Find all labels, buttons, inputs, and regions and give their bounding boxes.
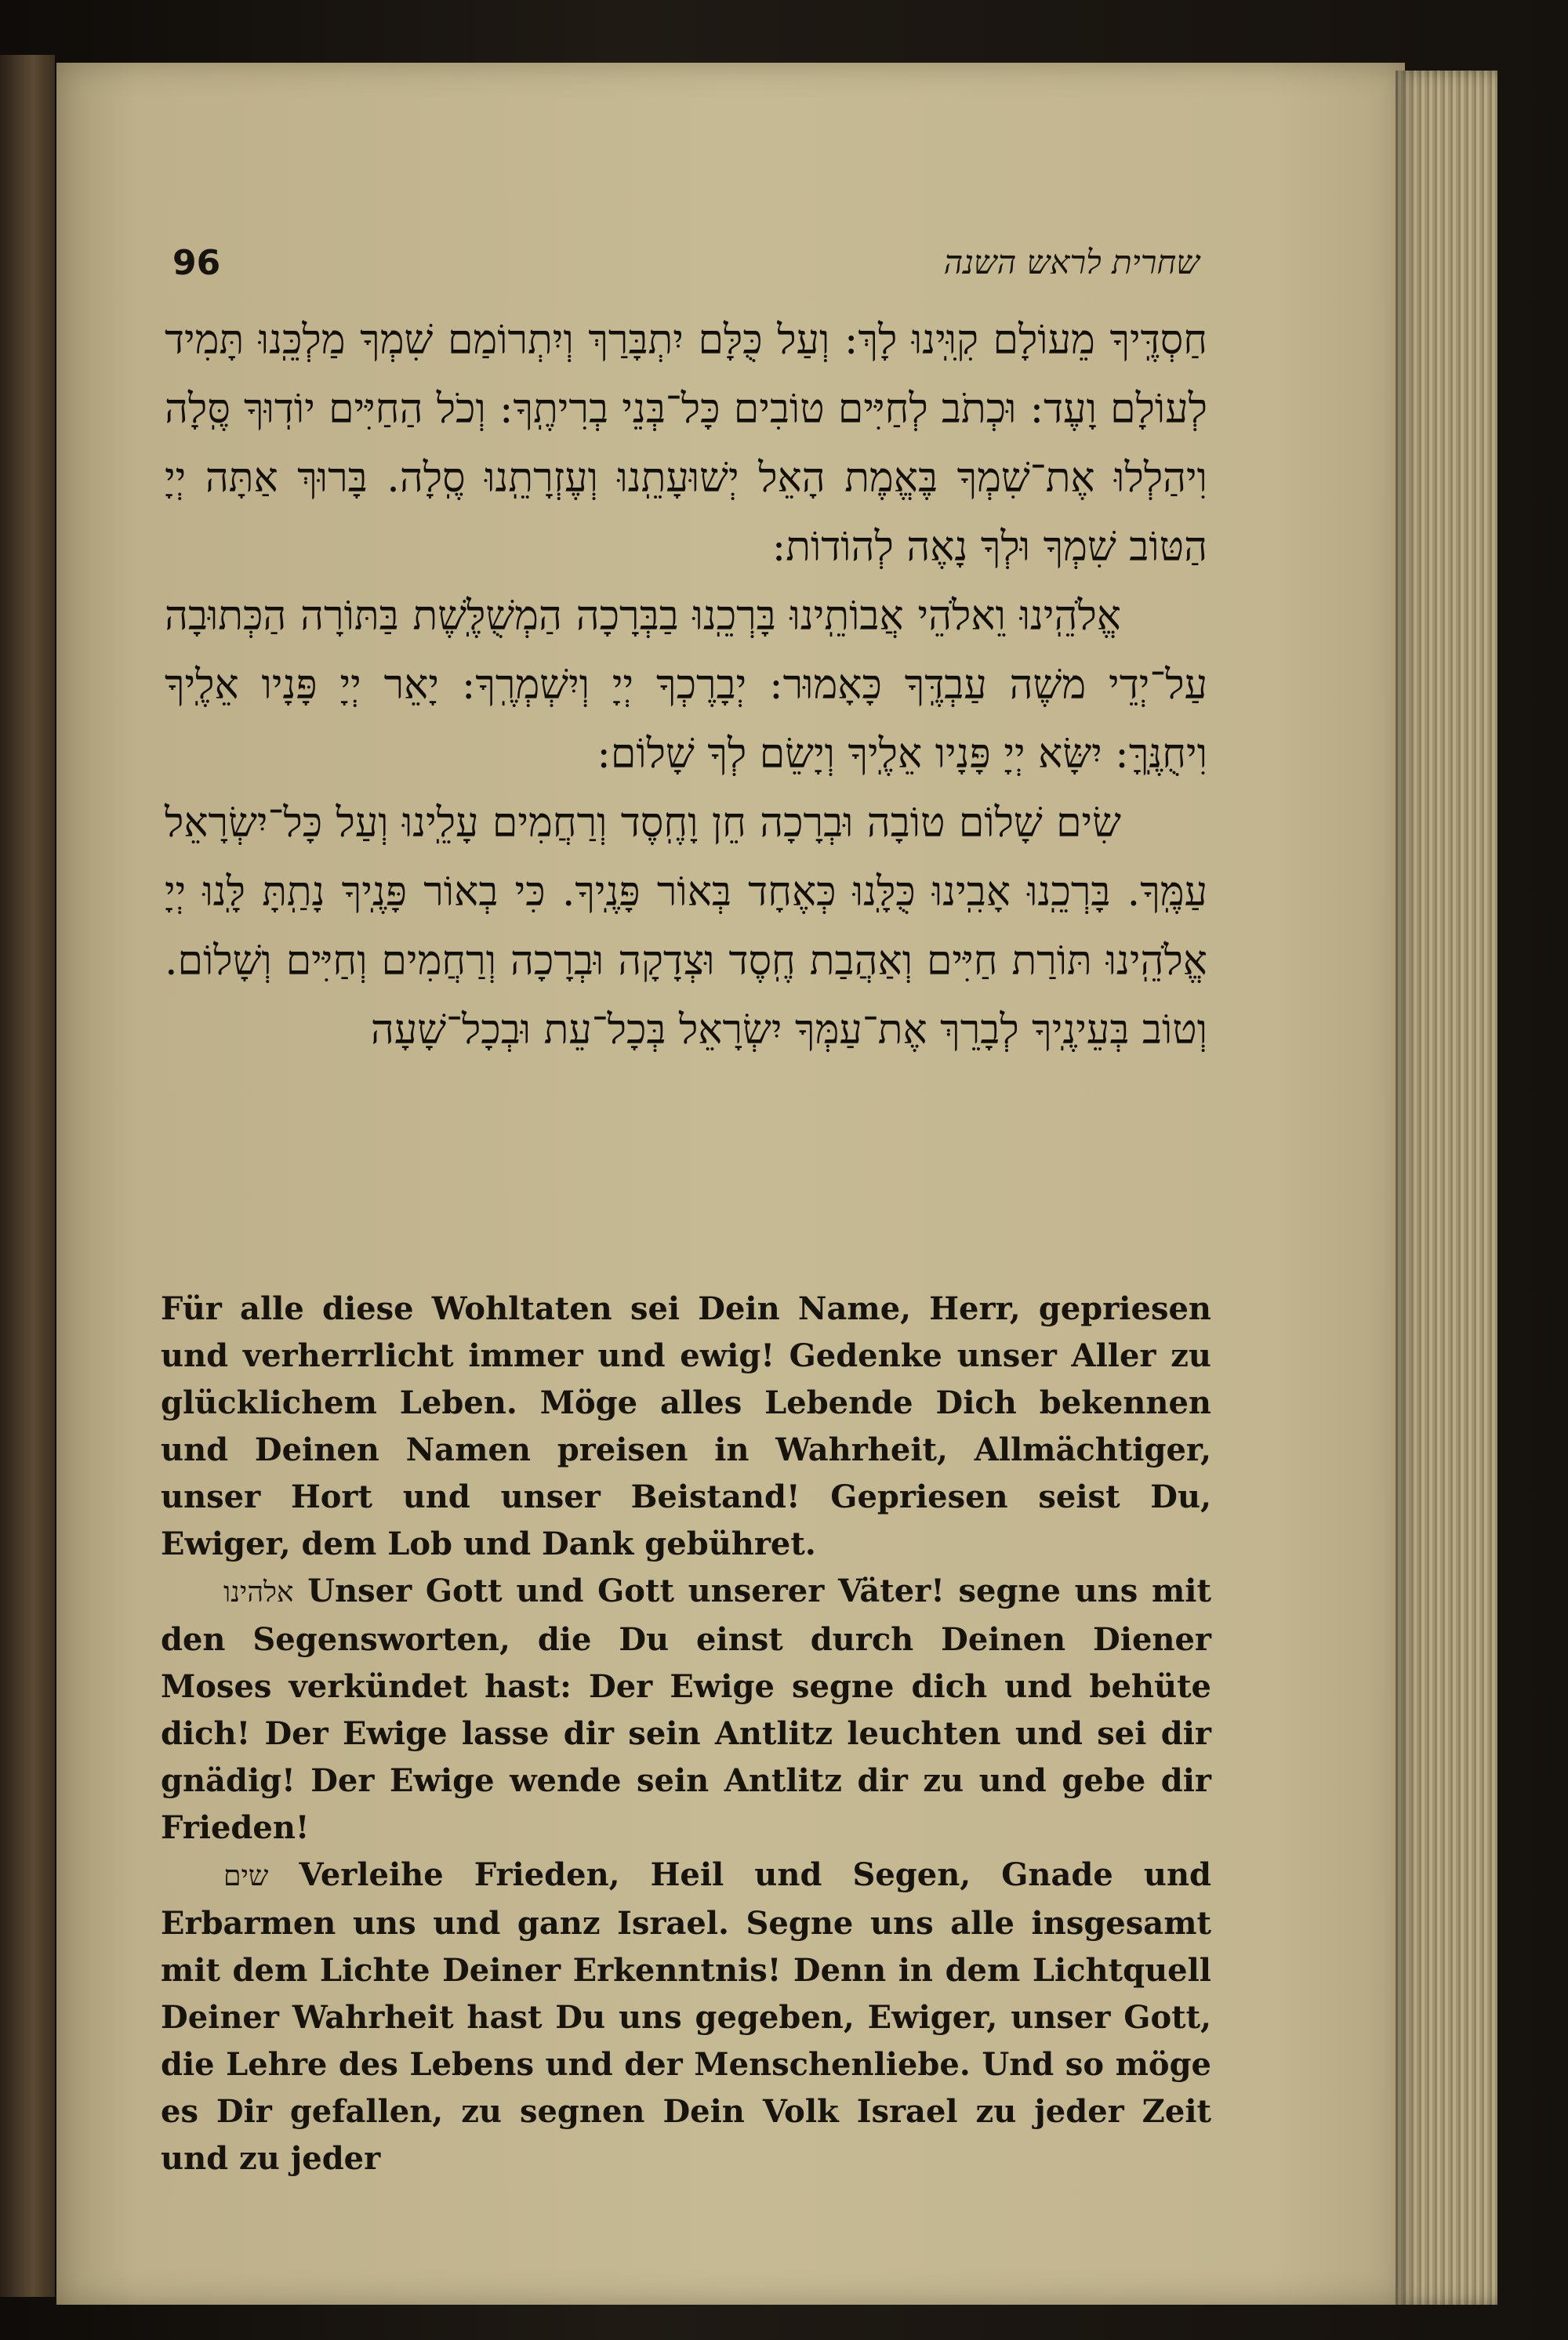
hebrew-paragraph: שִׂים שָׁלוֹם טוֹבָה וּבְרָכָה חֵן וָחֶֽסֶד וְרַחֲמִים עָלֵֽינוּ וְעַל כָּל־יִשְׂרָאֵל עַמֶּֽךָ. בָּרְכֵֽנוּ אָבִֽינוּ כֻּלָּֽנוּ כְּאֶחָד בְּאוֹר פָּנֶֽיךָ. כִּי בְאוֹר פָּנֶֽיךָ נָתַֽתָּ לָּֽנוּ יְיָ אֱלֹהֵֽינוּ תּוֹרַת חַיִּים וְאַהֲבַת חֶֽסֶד וּצְדָקָה וּבְרָכָה וְרַחֲמִים וְחַיִּים וְשָׁלוֹם. וְטוֹב בְּעֵינֶֽיךָ לְבָרֵךְ אֶת־עַמְּךָ יִשְׂרָאֵל בְּכָל־עֵת וּבְכָל־שָׁעָה — [165, 800, 1207, 1054]
hebrew-cue-word: אלהינו — [223, 1576, 294, 1609]
hebrew-text-block — [165, 306, 1207, 1065]
facing-page-edge — [0, 55, 55, 2297]
german-paragraph: Für alle diese Wohltaten sei Dein Name, Herr, gepriesen und verherrlicht immer und ewig! Gedenke unser Aller zu glücklichem Leben. Möge alles Lebende Dich bekennen und Deinen Namen preisen in Wahrheit, Allmächtiger, unser Hort und unser Beistand! Gepriesen seist Du, Ewiger, dem Lob und Dank gebühret. — [161, 1290, 1211, 1562]
german-paragraph-text: Verleihe Frieden, Heil und Segen, Gnade und Erbarmen uns und ganz Israel. Segne uns alle insgesamt mit dem Lichte Deiner Erkenntnis! Denn in dem Lichtquell Deiner Wahrheit hast Du uns gegeben, Ewiger, unser Gott, die Lehre des Lebens und der Menschenliebe. Und so möge es Dir gefallen, zu segnen Dein Volk Israel zu jeder Zeit und zu jeder — [161, 1856, 1211, 2177]
page-header — [172, 243, 1200, 298]
german-paragraph — [161, 1852, 1211, 2182]
page-number: 96 — [172, 243, 221, 283]
german-translation-block — [161, 1286, 1211, 2182]
hebrew-paragraph: אֱלֹהֵֽינוּ וֵאלֹהֵי אֲבוֹתֵֽינוּ בָּרְכֵֽנוּ בַבְּרָכָה הַמְשֻׁלֶּֽשֶׁת בַּתּוֹרָה הַכְּתוּבָה עַל־יְדֵי משֶׁה עַבְדֶּֽךָ כָּאָמוּר: יְבָרֶכְךָ יְיָ וְיִשְׁמְרֶֽךָ: יָאֵר יְיָ פָּנָיו אֵלֶֽיךָ וִיחֻנֶּֽךָּ: יִשָּׂא יְיָ פָּנָיו אֵלֶֽיךָ וְיָשֵׂם לְךָ שָׁלוֹם: — [165, 593, 1207, 778]
german-paragraph-text: Unser Gott und Gott unserer Väter! segne uns mit den Segensworten, die Du einst durch Deinen Diener Moses verkündet hast: Der Ewige segne dich und behüte dich! Der Ewige lasse dir sein Antlitz leuchten und sei dir gnädig! Der Ewige wende sein Antlitz dir zu und gebe dir Frieden! — [161, 1573, 1211, 1846]
hebrew-paragraph: חַסְדֶּֽיךָ מֵעוֹלָם קִוִּֽינוּ לָךְ: וְעַל כֻּלָּם יִתְבָּרַךְ וְיִתְרוֹמַם שִׁמְךָ מַלְכֵּֽנוּ תָּמִיד לְעוֹלָם וָעֶד: וּכְתֹב לְחַיִּים טוֹבִים כָּל־בְּנֵי בְרִיתֶֽךָ: וְכֹל הַחַיִּים יוֹדֽוּךָ סֶּֽלָה וִיהַלְלוּ אֶת־שִׁמְךָ בֶּאֱמֶת הָאֵל יְשׁוּעָתֵֽנוּ וְעֶזְרָתֵֽנוּ סֶֽלָה. בָּרוּךְ אַתָּה יְיָ הַטּוֹב שִׁמְךָ וּלְךָ נָאֶה לְהוֹדוֹת: — [165, 317, 1207, 571]
german-paragraph — [161, 1568, 1211, 1852]
page-stack-edge — [1396, 71, 1497, 2305]
running-title: שחרית לראש השנה — [943, 243, 1200, 281]
hebrew-cue-word: שים — [223, 1860, 269, 1892]
